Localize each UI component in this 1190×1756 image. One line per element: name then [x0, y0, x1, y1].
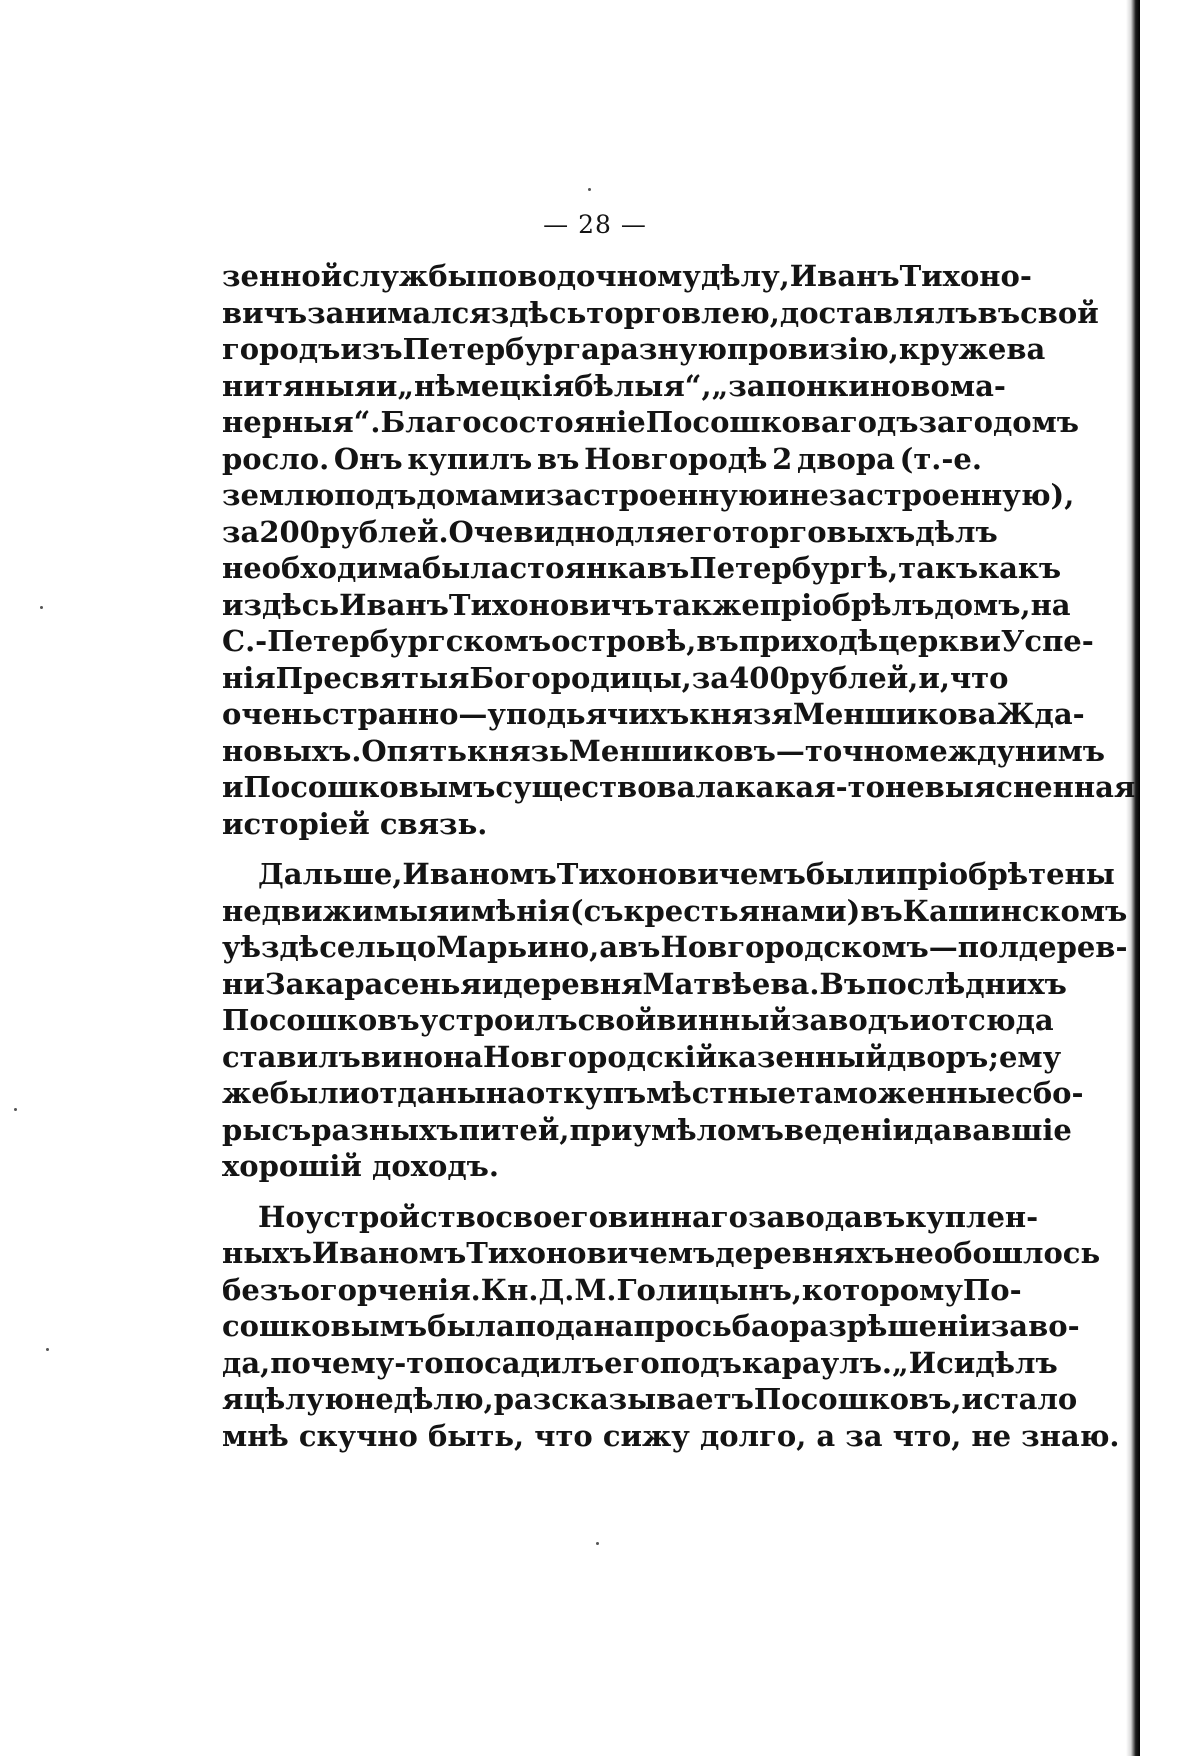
- text-line: ныхъ Иваномъ Тихоновичемъ деревняхъ не обошлось: [222, 1236, 1101, 1270]
- text-line: Дальше, Иваномъ Тихоновичемъ были пріобрѣтены: [258, 857, 1115, 891]
- text-line: недвижимыя имѣнія (съ крестьянами) въ Кашинскомъ: [222, 893, 1128, 928]
- text-line: уѣздѣ сельцо Марьино, а въ Новгородскомъ—полдерев-: [222, 930, 1128, 964]
- text-line: мнѣ скучно быть, что сижу долго, а за что, не знаю.: [222, 1418, 1120, 1453]
- text-line: хорошій доходъ.: [222, 1149, 500, 1183]
- text-line: безъ огорченія. Кн. Д. М. Голицынъ, которому По-: [222, 1272, 1022, 1307]
- text-line: вичъ занимался здѣсь торговлею, доставлялъ въ свой: [222, 295, 1099, 330]
- text-line: очень странно—у подьячихъ князя Меншикова Жда-: [222, 697, 1085, 731]
- paragraph: [222, 856, 1128, 1185]
- body-text: [222, 258, 1136, 1454]
- text-line: необходима была стоянка въ Петербургѣ, такъ какъ: [222, 551, 1062, 585]
- ink-speck: [588, 188, 591, 191]
- text-line: нія Пресвятыя Богородицы, за 400 рублей, и, что: [222, 660, 1009, 695]
- paragraph: [222, 258, 1136, 842]
- text-line: землю подъ домами застроенную и незастроенную),: [222, 478, 1075, 512]
- text-line: да, почему-то посадилъ его подъ караулъ. „И сидѣлъ: [222, 1345, 1058, 1380]
- page-number: — 28 —: [543, 210, 647, 239]
- ink-speck: [14, 1108, 17, 1111]
- text-line: ставилъ вино на Новгородскій казенный дворъ; ему: [222, 1039, 1062, 1074]
- text-line: Посошковъ устроилъ свой винный заводъ и отсюда: [222, 1003, 1054, 1037]
- text-line: сошковымъ была подана просьба о разрѣшеніи заво-: [222, 1309, 1080, 1343]
- text-line: ры съ разныхъ питей, при умѣломъ веденіи дававшіе: [222, 1112, 1072, 1147]
- text-line: зенной службы по водочному дѣлу, Иванъ Тихоно-: [222, 259, 1032, 293]
- ink-speck: [46, 1348, 49, 1351]
- text-line: за 200 рублей. Очевидно для его торговыхъ дѣлъ: [222, 514, 998, 549]
- text-line: новыхъ. Опять князь Меншиковъ—точно между нимъ: [222, 733, 1106, 768]
- text-line: нитяныя и „нѣмецкія бѣлыя“, „запонки новома-: [222, 368, 1006, 403]
- text-line: я цѣлую недѣлю, разсказываетъ Посошковъ, и стало: [222, 1382, 1078, 1416]
- paragraph: [222, 1199, 1120, 1455]
- text-line: ни Закарасенья и деревня Матвѣева. Въ послѣднихъ: [222, 966, 1067, 1001]
- text-line: исторіей связь.: [222, 806, 488, 841]
- text-line: нерныя“. Благосостояніе Посошкова годъ за годомъ: [222, 405, 1080, 439]
- text-line: росло. Онъ купилъ въ Новгородѣ 2 двора (т.-е.: [222, 441, 982, 476]
- text-line: же были отданы на откупъ мѣстные таможенные сбо-: [222, 1076, 1084, 1110]
- text-line: и здѣсь Иванъ Тихоновичъ также пріобрѣлъ домъ, на: [222, 587, 1071, 622]
- text-line: С.-Петербургскомъ островѣ, въ приходѣ церкви Успе-: [222, 624, 1094, 658]
- ink-speck: [596, 1542, 599, 1545]
- text-line: и Посошковымъ существовала какая-то невыясненная: [222, 770, 1136, 804]
- text-line: Но устройство своего виннаго завода въ куплен-: [258, 1199, 1039, 1234]
- text-line: городъ изъ Петербурга разную провизію, кружева: [222, 332, 1046, 366]
- page-edge-shadow: [1126, 0, 1140, 1756]
- ink-speck: [40, 606, 43, 609]
